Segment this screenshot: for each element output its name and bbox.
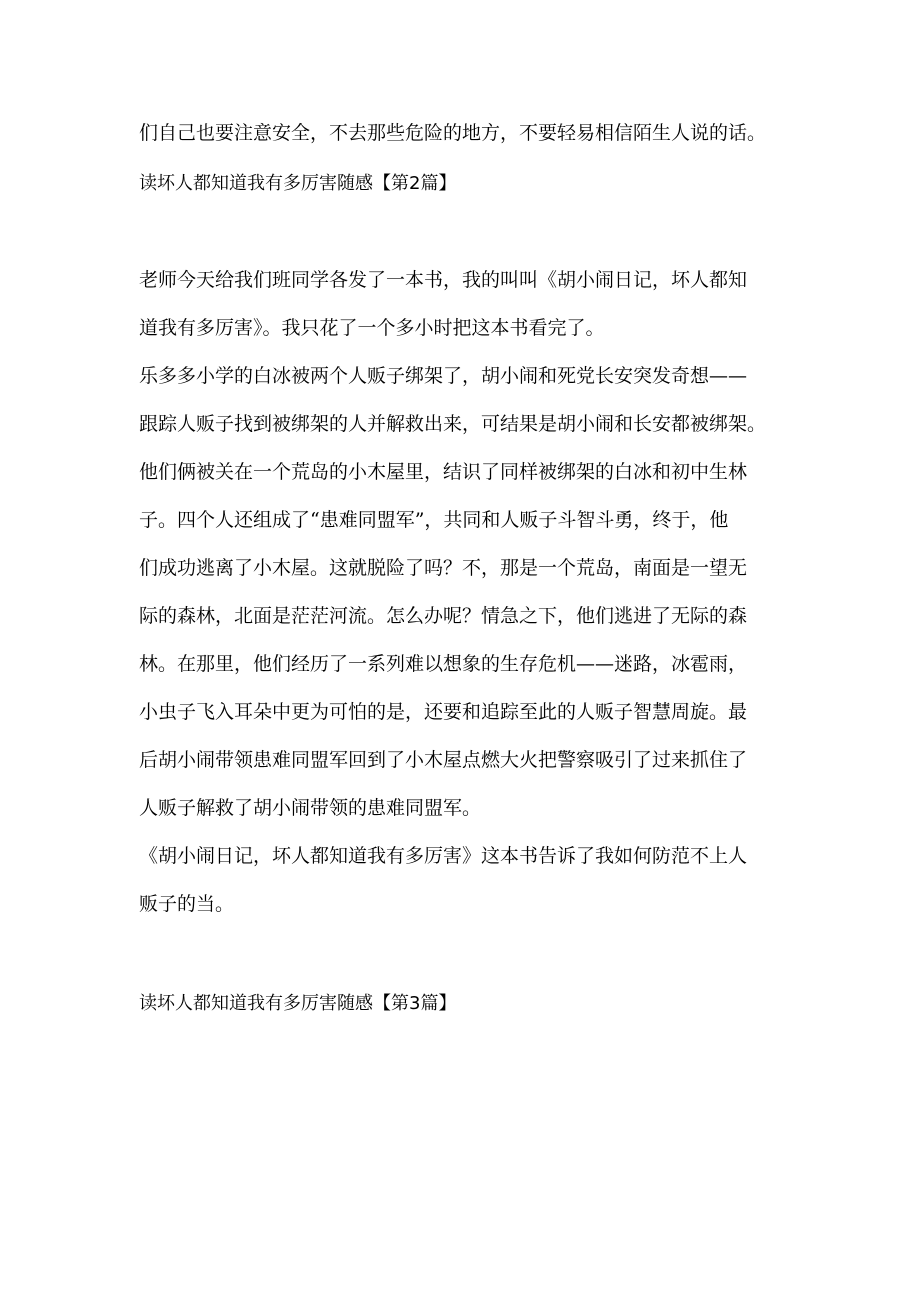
paragraph-2-line: 他们俩被关在一个荒岛的小木屋里，结识了同样被绑架的白冰和初中生林 [139, 461, 748, 483]
paragraph-1-line: 老师今天给我们班同学各发了一本书，我的叫叫《胡小闹日记，坏人都知 [139, 269, 748, 291]
paragraph-3-line: 《胡小闹日记，坏人都知道我有多厉害》这本书告诉了我如何防范不上人 [139, 845, 748, 867]
section-heading-2: 读坏人都知道我有多厉害随感【第2篇】 [139, 173, 457, 194]
paragraph-2-line: 们成功逃离了小木屋。这就脱险了吗？不，那是一个荒岛，南面是一望无 [139, 557, 748, 579]
section-heading-3: 读坏人都知道我有多厉害随感【第3篇】 [139, 993, 457, 1014]
paragraph-2-line: 林。在那里，他们经历了一系列难以想象的生存危机——迷路，冰雹雨， [139, 653, 748, 675]
paragraph-3-line: 贩子的当。 [139, 893, 235, 915]
paragraph-2-line: 乐多多小学的白冰被两个人贩子绑架了，胡小闹和死党长安突发奇想—— [139, 365, 748, 387]
paragraph-2-line: 子。四个人还组成了“患难同盟军”，共同和人贩子斗智斗勇，终于，他 [139, 509, 729, 531]
paragraph-2-line: 后胡小闹带领患难同盟军回到了小木屋点燃大火把警察吸引了过来抓住了 [139, 749, 748, 771]
paragraph-2-line: 人贩子解救了胡小闹带领的患难同盟军。 [139, 797, 482, 819]
paragraph-1-line: 道我有多厉害》。我只花了一个多小时把这本书看完了。 [139, 317, 605, 339]
intro-tail-line: 们自己也要注意安全，不去那些危险的地方，不要轻易相信陌生人说的话。 [139, 122, 767, 144]
paragraph-2-line: 小虫子飞入耳朵中更为可怕的是，还要和追踪至此的人贩子智慧周旋。最 [139, 701, 748, 723]
paragraph-2-line: 跟踪人贩子找到被绑架的人并解救出来，可结果是胡小闹和长安都被绑架。 [139, 413, 767, 435]
paragraph-2-line: 际的森林，北面是茫茫河流。怎么办呢？情急之下，他们逃进了无际的森 [139, 605, 748, 627]
